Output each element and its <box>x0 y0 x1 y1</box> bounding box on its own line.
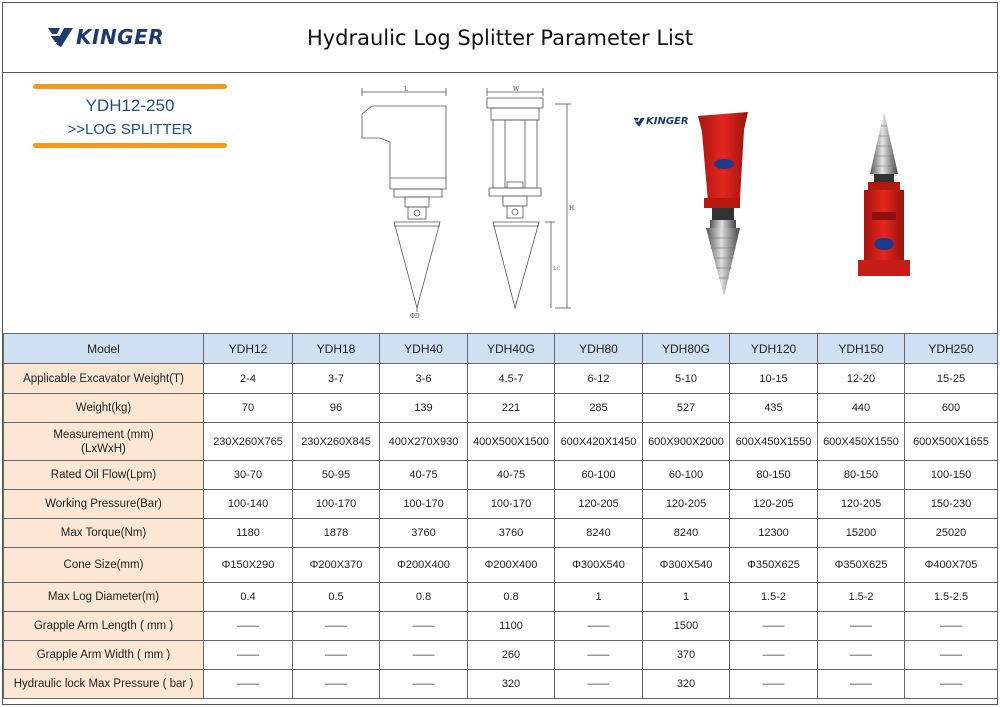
kinger-logo-icon-small <box>632 117 646 127</box>
table-cell: 230X260X845 <box>293 423 380 461</box>
row-label: Grapple Arm Length ( mm ) <box>4 612 204 641</box>
table-cell: 120-205 <box>730 490 818 519</box>
table-cell: 30-70 <box>204 461 293 490</box>
row-label: Rated Oil Flow(Lpm) <box>4 461 204 490</box>
table-cell: 15-25 <box>905 364 998 394</box>
table-cell: —— <box>204 641 293 670</box>
accent-bar-bottom <box>33 143 227 148</box>
table-cell: 3-7 <box>293 364 380 394</box>
table-cell: 70 <box>204 394 293 423</box>
parameter-table <box>3 333 998 699</box>
model-type: >>LOG SPLITTER <box>67 121 193 138</box>
table-header-row <box>4 334 998 364</box>
table-cell: 40-75 <box>380 461 468 490</box>
table-cell: —— <box>905 670 998 699</box>
header-cell-ydh120: YDH120 <box>730 334 818 364</box>
table-cell: —— <box>380 670 468 699</box>
table-cell: 320 <box>643 670 730 699</box>
table-cell: 120-205 <box>643 490 730 519</box>
front-view-drawing <box>483 86 583 322</box>
table-cell: 600 <box>905 394 998 423</box>
table-cell: —— <box>204 612 293 641</box>
table-cell: —— <box>905 612 998 641</box>
header-cell-ydh18: YDH18 <box>293 334 380 364</box>
header-cell-ydh12: YDH12 <box>204 334 293 364</box>
table-cell: —— <box>555 670 643 699</box>
row-label: Measurement (mm) (LxWxH) <box>4 423 204 461</box>
table-cell: 15200 <box>818 519 905 548</box>
table-cell: 221 <box>468 394 555 423</box>
table-row <box>4 548 998 583</box>
table-cell: 1.5-2 <box>730 583 818 612</box>
table-row <box>4 490 998 519</box>
header-cell-ydh250: YDH250 <box>905 334 998 364</box>
table-cell: 25020 <box>905 519 998 548</box>
table-cell: 600X450X1550 <box>730 423 818 461</box>
drawing-label-width: W <box>513 86 520 93</box>
table-cell: 1180 <box>204 519 293 548</box>
table-cell: 2-4 <box>204 364 293 394</box>
table-cell: 600X420X1450 <box>555 423 643 461</box>
table-cell: 10-15 <box>730 364 818 394</box>
table-cell: 50-95 <box>293 461 380 490</box>
header-cell-ydh150: YDH150 <box>818 334 905 364</box>
brand-name: KINGER <box>76 25 165 49</box>
table-cell: 8240 <box>643 519 730 548</box>
row-label: Working Pressure(Bar) <box>4 490 204 519</box>
table-cell: Φ200X370 <box>293 548 380 583</box>
table-cell: 1100 <box>468 612 555 641</box>
table-cell: 60-100 <box>643 461 730 490</box>
table-cell: 40-75 <box>468 461 555 490</box>
table-cell: 440 <box>818 394 905 423</box>
table-row <box>4 394 998 423</box>
table-cell: 0.8 <box>468 583 555 612</box>
table-row <box>4 519 998 548</box>
photo-brand-mark <box>632 116 689 127</box>
drawing-label-length: L <box>404 86 408 93</box>
table-cell: 1500 <box>643 612 730 641</box>
table-cell: 0.4 <box>204 583 293 612</box>
table-cell: 100-170 <box>468 490 555 519</box>
table-cell: 285 <box>555 394 643 423</box>
row-label: Hydraulic lock Max Pressure ( bar ) <box>4 670 204 699</box>
log-splitter-photo-up <box>852 112 916 280</box>
header-cell-ydh80g: YDH80G <box>643 334 730 364</box>
table-cell: 1 <box>555 583 643 612</box>
table-row <box>4 641 998 670</box>
table-row <box>4 612 998 641</box>
model-code: YDH12-250 <box>85 96 175 115</box>
table-cell: —— <box>818 612 905 641</box>
table-cell: 3760 <box>468 519 555 548</box>
header-cell-ydh40g: YDH40G <box>468 334 555 364</box>
table-cell: 400X500X1500 <box>468 423 555 461</box>
table-cell: 230X260X765 <box>204 423 293 461</box>
table-cell: 80-150 <box>818 461 905 490</box>
drawing-label-height: H <box>569 205 575 212</box>
table-cell: 100-170 <box>293 490 380 519</box>
table-cell: 100-170 <box>380 490 468 519</box>
table-cell: —— <box>293 612 380 641</box>
header-cell-ydh40: YDH40 <box>380 334 468 364</box>
table-cell: —— <box>555 641 643 670</box>
table-cell: Φ300X540 <box>555 548 643 583</box>
table-cell: 100-150 <box>905 461 998 490</box>
table-cell: 527 <box>643 394 730 423</box>
table-cell: 4.5-7 <box>468 364 555 394</box>
table-cell: 3760 <box>380 519 468 548</box>
table-row <box>4 461 998 490</box>
table-cell: 1.5-2 <box>818 583 905 612</box>
table-cell: —— <box>818 641 905 670</box>
table-cell: 120-205 <box>818 490 905 519</box>
table-cell: 80-150 <box>730 461 818 490</box>
row-label: Weight(kg) <box>4 394 204 423</box>
header-cell-model: Model <box>4 334 204 364</box>
table-cell: 600X500X1655 <box>905 423 998 461</box>
table-cell: —— <box>730 670 818 699</box>
table-row <box>4 364 998 394</box>
table-cell: 12300 <box>730 519 818 548</box>
table-cell: —— <box>555 612 643 641</box>
table-row <box>4 423 998 461</box>
table-cell: —— <box>293 641 380 670</box>
table-cell: 1 <box>643 583 730 612</box>
table-cell: 60-100 <box>555 461 643 490</box>
table-cell: —— <box>204 670 293 699</box>
row-label: Max Torque(Nm) <box>4 519 204 548</box>
table-cell: —— <box>818 670 905 699</box>
table-cell: 150-230 <box>905 490 998 519</box>
table-cell: 600X450X1550 <box>818 423 905 461</box>
table-cell: —— <box>730 641 818 670</box>
accent-bar-top <box>33 84 227 89</box>
table-cell: 435 <box>730 394 818 423</box>
table-cell: Φ400X705 <box>905 548 998 583</box>
table-cell: —— <box>293 670 380 699</box>
table-row <box>4 583 998 612</box>
table-cell: Φ350X625 <box>730 548 818 583</box>
side-view-drawing <box>352 86 452 322</box>
table-cell: 139 <box>380 394 468 423</box>
page-title: Hydraulic Log Splitter Parameter List <box>306 26 694 50</box>
table-cell: 370 <box>643 641 730 670</box>
table-cell: 3-6 <box>380 364 468 394</box>
table-cell: 120-205 <box>555 490 643 519</box>
table-cell: 0.5 <box>293 583 380 612</box>
table-cell: Φ200X400 <box>380 548 468 583</box>
header-cell-ydh80: YDH80 <box>555 334 643 364</box>
table-cell: 6-12 <box>555 364 643 394</box>
table-cell: 600X900X2000 <box>643 423 730 461</box>
row-label: Max Log Diameter(m) <box>4 583 204 612</box>
table-row <box>4 670 998 699</box>
table-cell: 400X270X930 <box>380 423 468 461</box>
row-label: Applicable Excavator Weight(T) <box>4 364 204 394</box>
photo-brand-name: KINGER <box>646 116 689 127</box>
table-cell: Φ150X290 <box>204 548 293 583</box>
table-cell: 8240 <box>555 519 643 548</box>
table-cell: 0.8 <box>380 583 468 612</box>
table-cell: Φ300X540 <box>643 548 730 583</box>
log-splitter-photo-down <box>690 112 760 300</box>
table-cell: —— <box>730 612 818 641</box>
table-cell: 1878 <box>293 519 380 548</box>
table-cell: —— <box>380 641 468 670</box>
row-label: Grapple Arm Width ( mm ) <box>4 641 204 670</box>
table-cell: 12-20 <box>818 364 905 394</box>
table-cell: —— <box>380 612 468 641</box>
table-cell: 96 <box>293 394 380 423</box>
drawing-label-cone-length: LC <box>553 266 561 272</box>
table-cell: 320 <box>468 670 555 699</box>
drawing-label-diameter: ΦD <box>410 313 420 320</box>
table-cell: 260 <box>468 641 555 670</box>
table-cell: 1.5-2.5 <box>905 583 998 612</box>
table-cell: Φ350X625 <box>818 548 905 583</box>
table-cell: 100-140 <box>204 490 293 519</box>
row-label: Cone Size(mm) <box>4 548 204 583</box>
table-cell: —— <box>905 641 998 670</box>
table-cell: Φ200X400 <box>468 548 555 583</box>
table-cell: 5-10 <box>643 364 730 394</box>
